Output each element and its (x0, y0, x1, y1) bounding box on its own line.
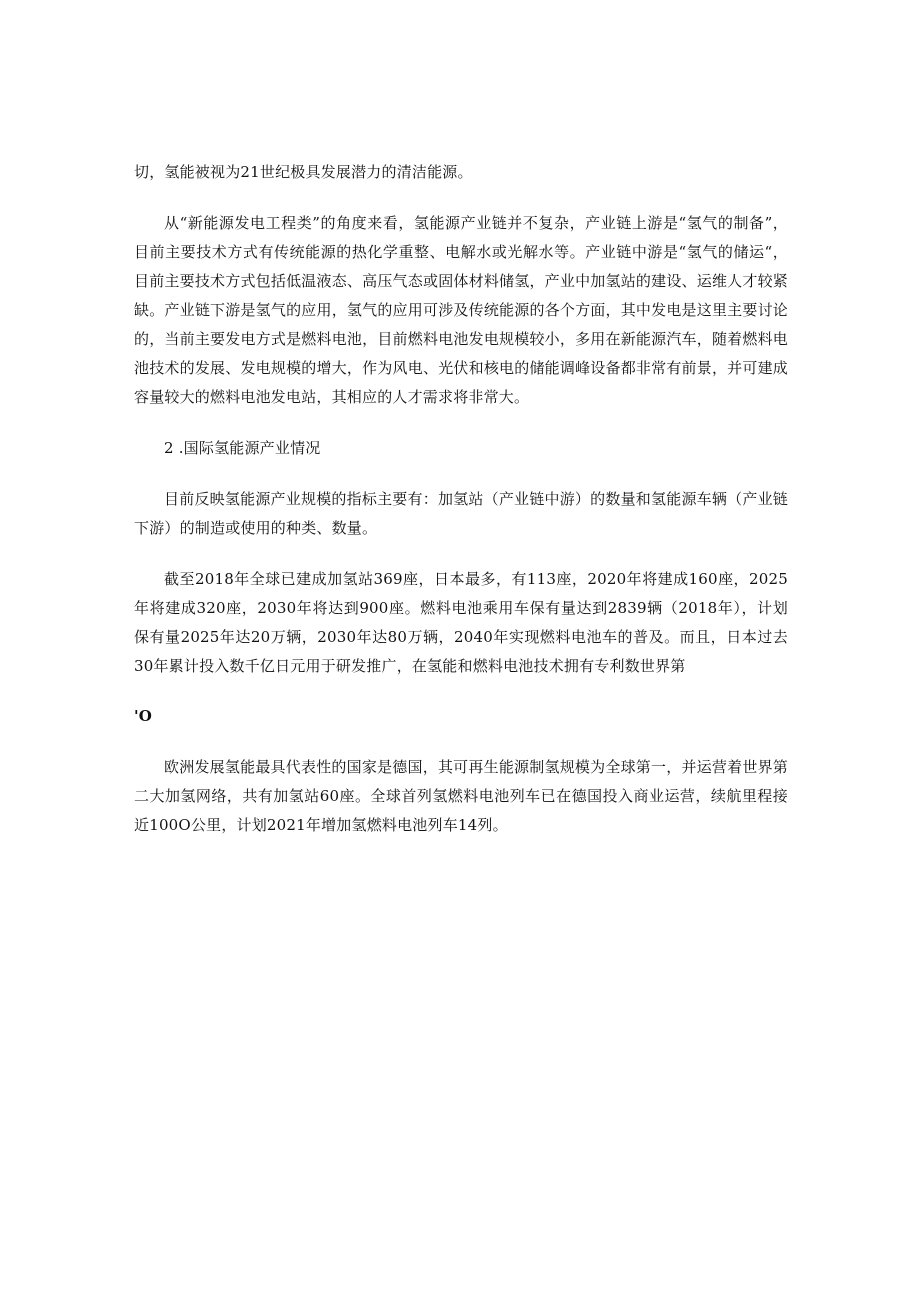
paragraph-industry-chain: 从“新能源发电工程类”的角度来看，氢能源产业链并不复杂，产业链上游是“氢气的制备”，目前主要技术方式有传统能源的热化学重整、电解水或光解水等。产业链中游是“氢气的储运“，目前主要技术方式包括低温液态、高压气态或固体材料储氢，产业中加氢站的建设、运维人才较紧缺。产业链下游是氢气的应用，氢气的应用可涉及传统能源的各个方面，其中发电是这里主要讨论的，当前主要发电方式是燃料电池，目前燃料电池发电规模较小，多用在新能源汽车，随着燃料电池技术的发展、发电规模的增大，作为风电、光伏和核电的储能调峰设备都非常有前景，并可建成容量较大的燃料电池发电站，其相应的人才需求将非常大。 (134, 214, 788, 406)
paragraph-germany: 欧洲发展氢能最具代表性的国家是德国，其可再生能源制氢规模为全球第一，并运营着世界第二大加氢网络，共有加氢站60座。全球首列氢燃料电池列车已在德国投入商业运营，续航里程接近100O公里，计划2021年增加氢燃料电池列车14列。 (134, 758, 788, 834)
document-body (134, 158, 788, 840)
paragraph-fragment: 'O (134, 707, 153, 725)
section-heading: 2 .国际氢能源产业情况 (164, 439, 321, 457)
paragraph-japan: 截至2018年全球已建成加氢站369座，日本最多，有113座，2020年将建成160座，2025年将建成320座，2030年将达到900座。燃料电池乘用车保有量达到2839辆（2018年），计划保有量2025年达20万辆，2030年达80万辆，2040年实现燃料电池车的普及。而且，日本过去30年累计投入数千亿日元用于研发推广，在氢能和燃料电池技术拥有专利数世界第 (134, 570, 788, 675)
paragraph-indicators: 目前反映氢能源产业规模的指标主要有：加氢站（产业链中游）的数量和氢能源车辆（产业链下游）的制造或使用的种类、数量。 (134, 490, 788, 537)
paragraph-continuation: 切，氢能被视为21世纪极具发展潜力的清洁能源。 (134, 163, 473, 181)
